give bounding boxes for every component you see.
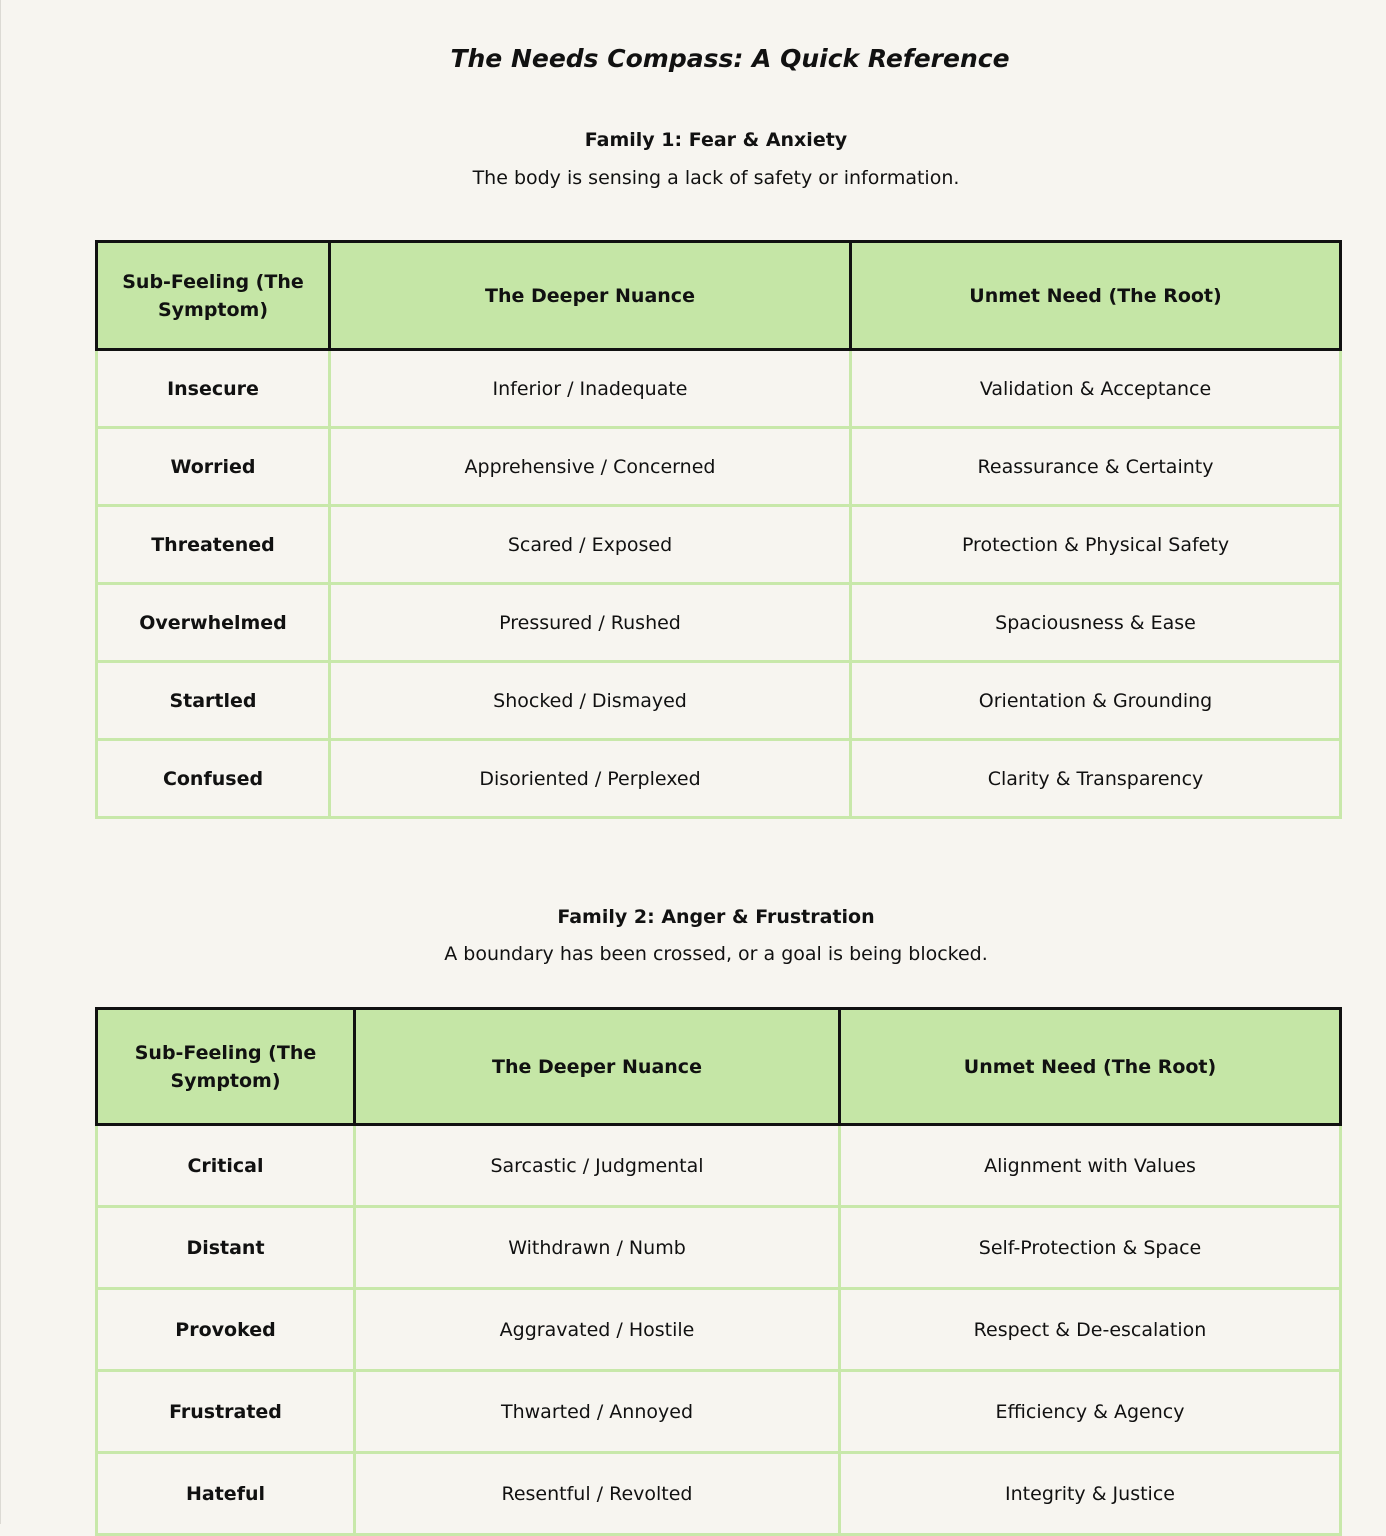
table-row: [97, 428, 1341, 506]
table-row: [97, 584, 1341, 662]
sub-feeling-cell: Hateful: [97, 1453, 355, 1535]
table-row: [97, 1371, 1341, 1453]
sub-feeling-cell: Confused: [97, 740, 330, 818]
unmet-need-cell: Self-Protection & Space: [840, 1207, 1341, 1289]
unmet-need-cell: Efficiency & Agency: [840, 1371, 1341, 1453]
unmet-need-cell: Spaciousness & Ease: [851, 584, 1341, 662]
nuance-cell: Pressured / Rushed: [330, 584, 851, 662]
family-1-description: The body is sensing a lack of safety or information.: [472, 167, 960, 189]
sub-feeling-cell: Startled: [97, 662, 330, 740]
table-row: [97, 1453, 1341, 1535]
nuance-cell: Disoriented / Perplexed: [330, 740, 851, 818]
table-header-row: [97, 242, 1341, 350]
unmet-need-cell: Integrity & Justice: [840, 1453, 1341, 1535]
nuance-cell: Shocked / Dismayed: [330, 662, 851, 740]
nuance-cell: Sarcastic / Judgmental: [355, 1125, 840, 1207]
sub-feeling-cell: Insecure: [97, 350, 330, 428]
sub-feeling-cell: Overwhelmed: [97, 584, 330, 662]
nuance-cell: Withdrawn / Numb: [355, 1207, 840, 1289]
family-1-table: [95, 240, 1342, 819]
column-header-deeper-nuance: The Deeper Nuance: [355, 1009, 840, 1125]
table-row: [97, 1207, 1341, 1289]
column-header-unmet-need: Unmet Need (The Root): [851, 242, 1341, 350]
family-2-heading: Family 2: Anger & Frustration: [557, 906, 875, 928]
sub-feeling-cell: Distant: [97, 1207, 355, 1289]
column-header-deeper-nuance: The Deeper Nuance: [330, 242, 851, 350]
unmet-need-cell: Clarity & Transparency: [851, 740, 1341, 818]
column-header-sub-feeling: Sub-Feeling (The Symptom): [97, 1009, 355, 1125]
unmet-need-cell: Protection & Physical Safety: [851, 506, 1341, 584]
table-row: [97, 740, 1341, 818]
nuance-cell: Apprehensive / Concerned: [330, 428, 851, 506]
page-title: The Needs Compass: A Quick Reference: [450, 44, 1010, 73]
nuance-cell: Resentful / Revolted: [355, 1453, 840, 1535]
table-row: [97, 1289, 1341, 1371]
page-left-border: [0, 0, 1, 1524]
table-header-row: [97, 1009, 1341, 1125]
table-row: [97, 506, 1341, 584]
nuance-cell: Aggravated / Hostile: [355, 1289, 840, 1371]
unmet-need-cell: Reassurance & Certainty: [851, 428, 1341, 506]
column-header-unmet-need: Unmet Need (The Root): [840, 1009, 1341, 1125]
family-2-description: A boundary has been crossed, or a goal is being blocked.: [444, 943, 988, 965]
sub-feeling-cell: Critical: [97, 1125, 355, 1207]
family-2-table: [95, 1007, 1342, 1536]
family-1-heading: Family 1: Fear & Anxiety: [584, 129, 848, 151]
sub-feeling-cell: Threatened: [97, 506, 330, 584]
column-header-sub-feeling: Sub-Feeling (The Symptom): [97, 242, 330, 350]
table-row: [97, 350, 1341, 428]
unmet-need-cell: Orientation & Grounding: [851, 662, 1341, 740]
sub-feeling-cell: Frustrated: [97, 1371, 355, 1453]
sub-feeling-cell: Provoked: [97, 1289, 355, 1371]
nuance-cell: Scared / Exposed: [330, 506, 851, 584]
sub-feeling-cell: Worried: [97, 428, 330, 506]
nuance-cell: Thwarted / Annoyed: [355, 1371, 840, 1453]
unmet-need-cell: Alignment with Values: [840, 1125, 1341, 1207]
unmet-need-cell: Validation & Acceptance: [851, 350, 1341, 428]
table-row: [97, 1125, 1341, 1207]
nuance-cell: Inferior / Inadequate: [330, 350, 851, 428]
unmet-need-cell: Respect & De-escalation: [840, 1289, 1341, 1371]
table-row: [97, 662, 1341, 740]
